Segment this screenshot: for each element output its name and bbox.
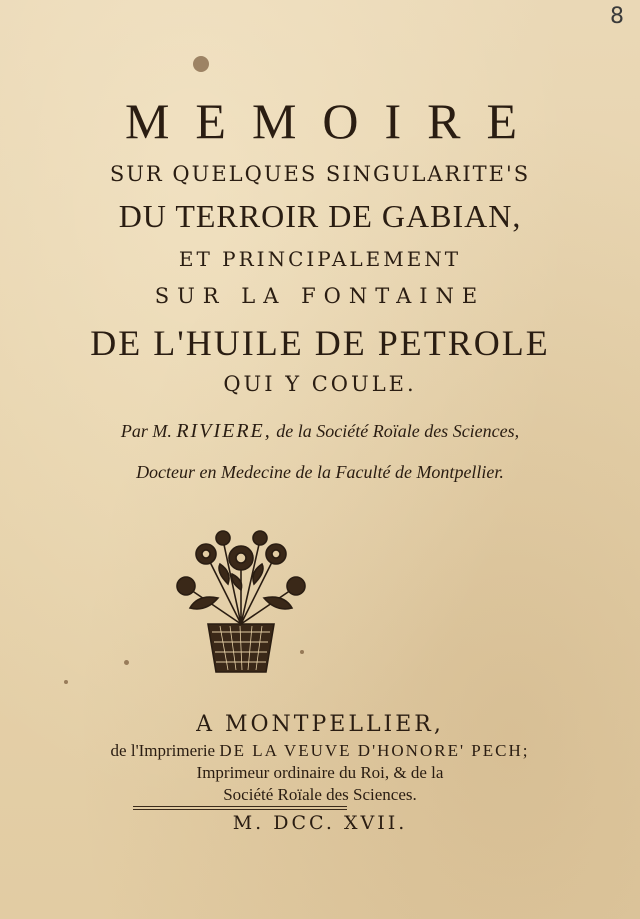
divider-rule [133,806,347,807]
author-degree: Docteur en Medecine de la Faculté de Montpellier. [136,462,504,482]
imprint-printer-line-2: Imprimeur ordinaire du Roi, & de la [196,763,444,782]
imprint-printer-line-3: Société Roïale des Sciences. [223,785,417,804]
author-line [0,420,640,443]
page-title: MEMOIRE [124,93,544,149]
subtitle-line-6: QUI Y COULE. [223,372,417,396]
page-number: 8 [610,4,624,29]
printer-prefix: de l'Imprimerie [110,741,216,760]
subtitle-line-2: DU TERROIR DE GABIAN, [118,198,522,234]
ink-stain [193,56,209,72]
subtitle-line-4: SUR LA FONTAINE [154,284,486,308]
subtitle-line-3: ET PRINCIPALEMENT [178,247,462,271]
ink-stain [124,660,129,665]
ink-stain [64,680,68,684]
subtitle-line-1: SUR QUELQUES SINGULARITE'S [109,162,531,186]
author-prefix: Par M. [120,421,172,441]
divider-rule [133,809,347,810]
flower-basket-ornament [168,528,314,676]
publication-date: M. DCC. XVII. [232,812,408,834]
subtitle-line-5: DE L'HUILE DE PETROLE [90,323,550,363]
author-affiliation: de la Société Roïale des Sciences, [276,421,520,441]
printer-name: DE LA VEUVE D'HONORE' PECH; [219,741,530,760]
author-name: RIVIERE, [176,420,272,442]
imprint-place: A MONTPELLIER, [196,712,444,737]
imprint-printer [0,741,640,761]
